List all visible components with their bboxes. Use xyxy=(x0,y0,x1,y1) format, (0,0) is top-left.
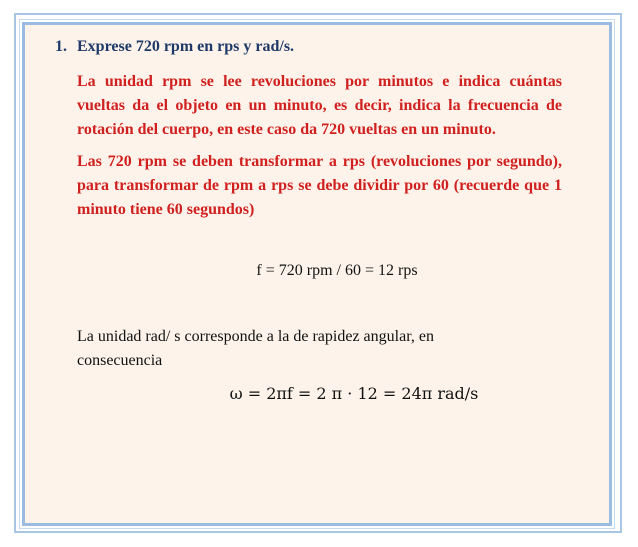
rpm-explanation-paragraph: La unidad rpm se lee revoluciones por minutos e indica cuántas vueltas da el objeto en un minuto, es decir, indica la frecuencia de rotación del cuerpo, en este caso da 720 vueltas en un minuto. xyxy=(77,73,562,138)
rps-conversion-paragraph: Las 720 rpm se deben transformar a rps (revoluciones por segundo), para transformar de rpm a rps se debe dividir por 60 (recuerde que 1 minuto tiene 60 segundos) xyxy=(77,153,562,218)
frequency-formula: f = 720 rpm / 60 = 12 rps xyxy=(256,262,418,279)
question-text: Exprese 720 rpm en rps y rad/s. xyxy=(77,38,295,55)
rad-explanation-text: La unidad rad/ s corresponde a la de rapidez angular, en consecuencia xyxy=(77,328,434,369)
question-line xyxy=(55,38,294,56)
question-number: 1. xyxy=(55,38,67,55)
angular-velocity-formula: ω = 2πf = 2 π · 12 = 24π rad/s xyxy=(229,384,479,403)
